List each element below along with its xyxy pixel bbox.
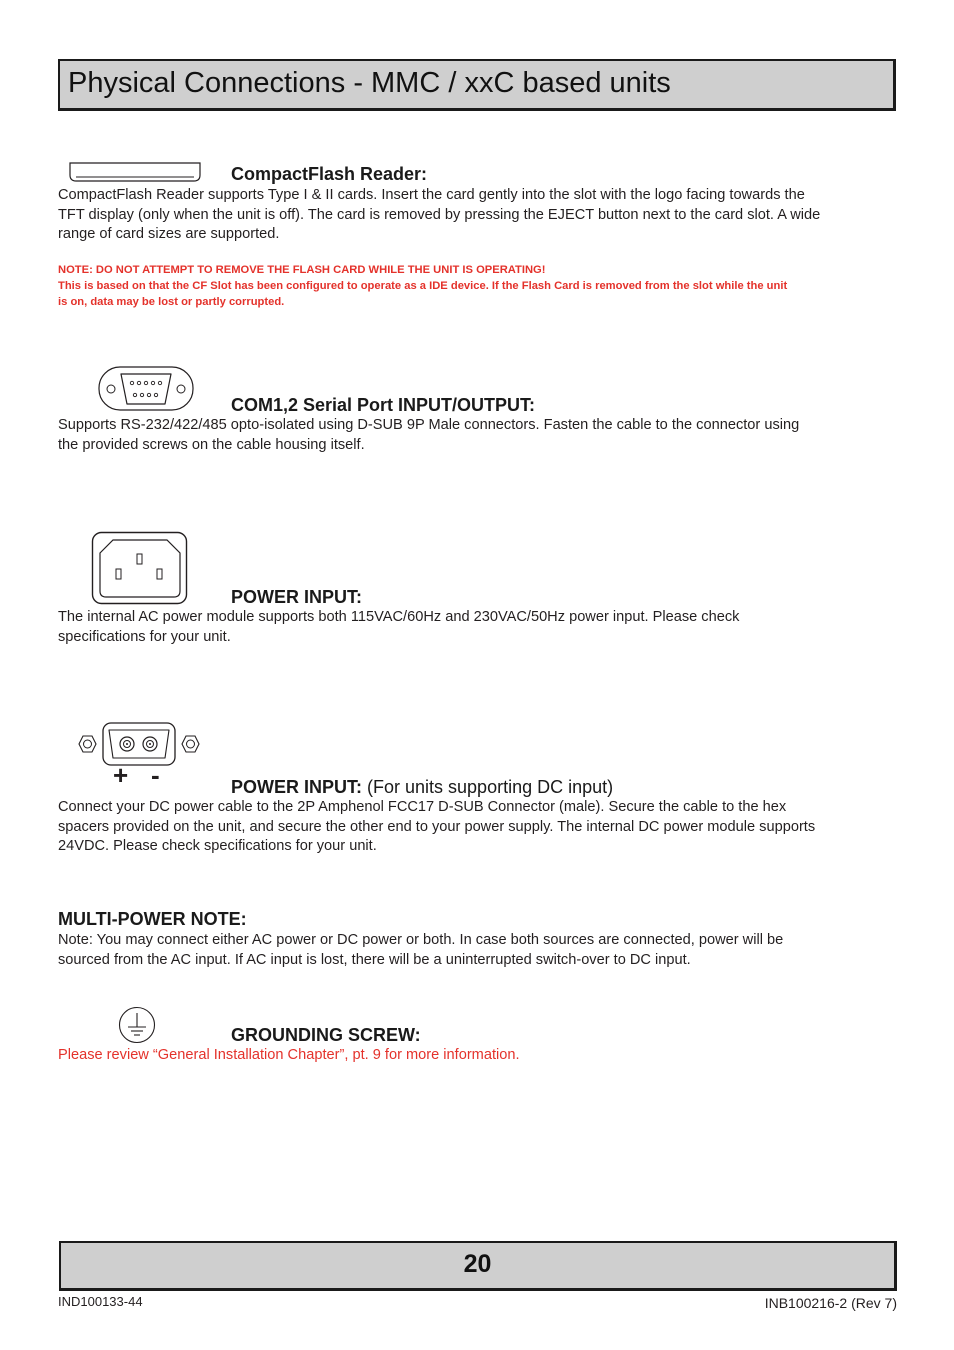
- ground-symbol-icon: [117, 1005, 157, 1045]
- multi-power-line-1: Note: You may connect either AC power or DC power or both. In case both sources are connected, power will be: [58, 932, 784, 948]
- footer-right-code: INB100216-2 (Rev 7): [764, 1295, 897, 1311]
- power-dc-description: [58, 798, 903, 857]
- com-line-1: Supports RS-232/422/485 opto-isolated using D-SUB 9P Male connectors. Fasten the cable to the connector using: [58, 417, 800, 433]
- power-dc-line-1: Connect your DC power cable to the 2P Amphenol FCC17 D-SUB Connector (male). Secure the cable to the hex: [58, 799, 787, 815]
- power-ac-line-2: specifications for your unit.: [58, 628, 231, 645]
- cf-warning-note: [58, 262, 903, 310]
- grounding-heading: GROUNDING SCREW:: [231, 1025, 421, 1045]
- cf-heading: CompactFlash Reader:: [231, 164, 428, 184]
- power-dc-line-2: spacers provided on the unit, and secure the other end to your power supply. The internal DC power module supports: [58, 818, 816, 835]
- page-header: [58, 59, 896, 111]
- power-dc-heading-bold: POWER INPUT:: [231, 777, 363, 797]
- dsub9-connector-icon: [98, 366, 196, 412]
- dc-minus-label: -: [151, 760, 160, 790]
- page-number: 20: [463, 1250, 492, 1278]
- com-description: [58, 416, 903, 455]
- power-ac-heading: POWER INPUT:: [231, 587, 363, 607]
- power-ac-line-1: The internal AC power module supports both 115VAC/60Hz and 230VAC/50Hz power input. Please check: [58, 609, 740, 625]
- cf-line-3: range of card sizes are supported.: [58, 226, 280, 242]
- cf-note-line-1: NOTE: DO NOT ATTEMPT TO REMOVE THE FLASH CARD WHILE THE UNIT IS OPERATING!: [58, 264, 546, 276]
- multi-power-heading: MULTI-POWER NOTE:: [58, 909, 247, 929]
- iec-power-inlet-icon: [91, 531, 189, 605]
- compactflash-slot-icon: [66, 160, 206, 186]
- page-title: Physical Connections - MMC / xxC based units: [68, 67, 671, 99]
- dc-plus-label: +: [113, 760, 129, 790]
- dsub-2p-power-connector-icon: [73, 720, 205, 768]
- cf-description: [58, 186, 903, 245]
- power-dc-heading-note: (For units supporting DC input): [362, 777, 614, 797]
- cf-note-line-2: This is based on that the CF Slot has been configured to operate as a IDE device. If the Flash Card is removed from the slot while the unit: [58, 280, 788, 292]
- grounding-reference: Please review “General Installation Chapter”, pt. 9 for more information.: [58, 1047, 520, 1063]
- com-line-2: the provided screws on the cable housing itself.: [58, 436, 365, 453]
- multi-power-description: [58, 931, 903, 970]
- footer-left-code: IND100133-44: [58, 1294, 143, 1309]
- cf-line-1: CompactFlash Reader supports Type I & II cards. Insert the card gently into the slot with the logo facing towards the: [58, 187, 805, 203]
- power-ac-description: [58, 608, 903, 647]
- cf-line-2: TFT display (only when the unit is off). The card is removed by pressing the EJECT button next to the card slot. A wide: [58, 206, 821, 223]
- page-footer-bar: [59, 1241, 897, 1291]
- multi-power-line-2: sourced from the AC input. If AC input is lost, there will be a uninterrupted switch-over to DC input.: [58, 951, 691, 968]
- com-heading: COM1,2 Serial Port INPUT/OUTPUT:: [231, 395, 536, 415]
- power-dc-line-3: 24VDC. Please check specifications for your unit.: [58, 838, 377, 854]
- power-dc-heading: [231, 777, 613, 798]
- cf-note-line-3: is on, data may be lost or partly corrupted.: [58, 296, 285, 308]
